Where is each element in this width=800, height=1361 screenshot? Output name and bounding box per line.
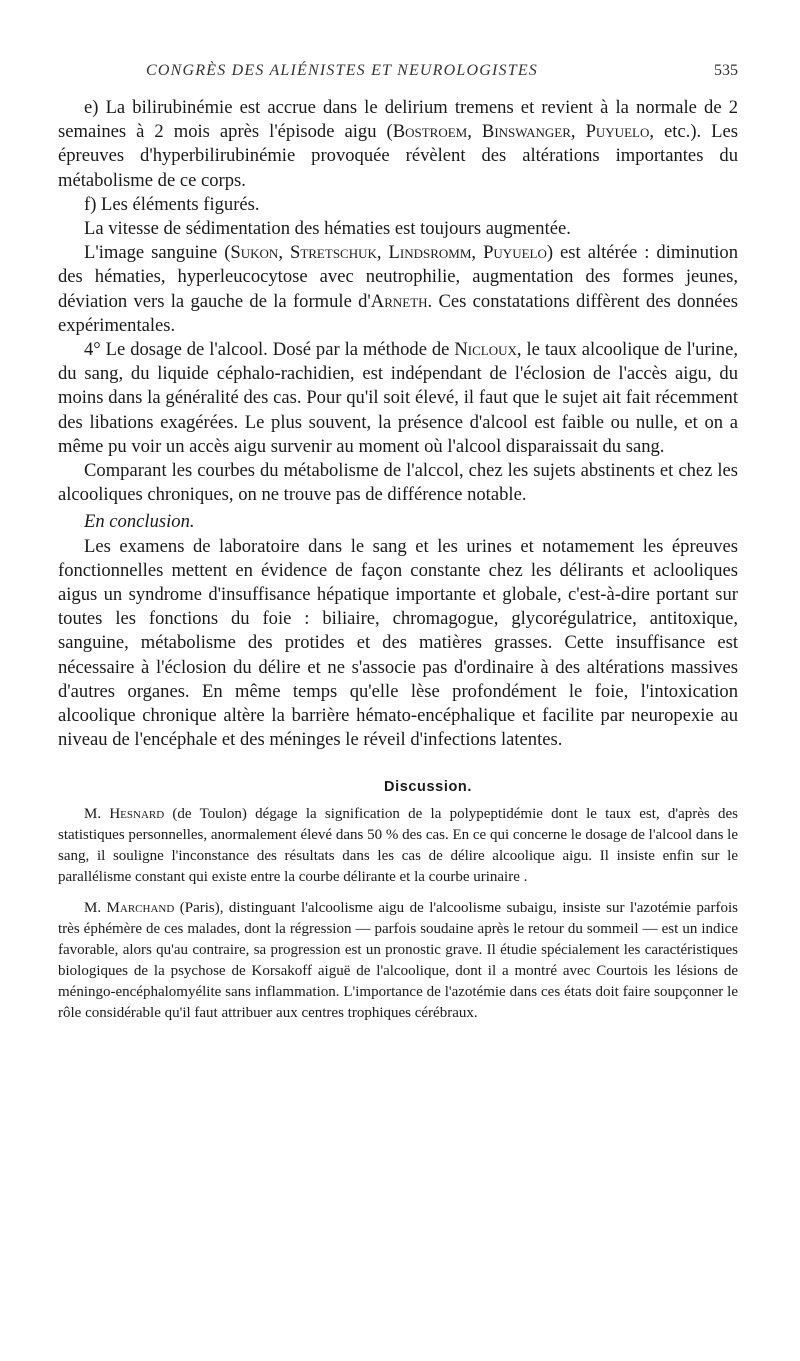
speaker-name: Hesnard — [109, 806, 165, 823]
text-run: . Ces constatations diffèrent des données expérimentales. — [58, 290, 739, 336]
running-title: CONGRÈS DES ALIÉNISTES ET NEUROLOGISTES — [146, 62, 539, 79]
text-run: , — [471, 242, 484, 264]
author-name: Puyuelo — [585, 121, 650, 143]
author-name: Stretschuk — [289, 242, 377, 264]
main-text — [58, 96, 738, 752]
text-run: , etc.). Les épreuves d'hyperbilirubinémie provoquée révèlent des altérations importantes du métabolisme de ce corps. — [58, 121, 739, 191]
speaker-name: Marchand — [106, 900, 175, 917]
text-run: L'image sanguine ( — [84, 242, 231, 264]
paragraph-conclusion: Les examens de laboratoire dans le sang et les urines et notamement les épreuves fonctionnelles mettent en évidence de façon constante chez les délirants et aclooliques aigus un syndrome d'insuffisance hépatique importante et globale, c'est-à-dire portant sur toutes les fonctions du foie : biliaire, chromagogue, glycorégulatrice, antitoxique, sanguine, métabolisme des protides et des matières grasses. Cette insuffisance est nécessaire à l'éclosion du délire et ne s'associe pas d'ordinaire à des altérations massives d'autres organes. En même temps qu'elle lèse profondément le foie, l'intoxication alcoolique chronique altère la barrière hémato-encéphalique et facilite par neuropexie au niveau de l'encéphale et des méninges le réveil d'infections latentes. — [58, 535, 738, 751]
paragraph-bilirubinemie — [58, 96, 738, 193]
discussion-section — [58, 804, 738, 1024]
paragraph-dosage-alcool — [58, 338, 738, 459]
discussion-heading: Discussion. — [384, 779, 472, 796]
running-header — [58, 60, 738, 90]
text-run: , — [376, 242, 389, 264]
discussion-paragraph-hesnard — [58, 804, 738, 888]
author-name: Lindsromm — [388, 242, 472, 264]
discussion-paragraph-marchand — [58, 898, 738, 1024]
author-name: Sukon — [230, 242, 279, 264]
author-name: Arneth — [370, 290, 428, 312]
conclusion-heading: En conclusion. — [84, 511, 195, 533]
text-run: ) est altérée : diminution des hématies, hyperleucocytose avec neutrophilie, augmentation des formes jeunes, déviation vers la gauche de la formule d' — [58, 242, 739, 312]
paragraph-sedimentation: La vitesse de sédimentation des hématies est toujours augmentée. — [84, 218, 571, 240]
paragraph-elements-figures: f) Les éléments figurés. — [84, 193, 260, 215]
page-number: 535 — [714, 62, 738, 79]
text-run: (de Toulon) dégage la signification de la polypeptidémie dont le taux est, d'après des statistiques personnelles, anormalement élevé dans 50 % des cas. En ce qui concerne le dosage de l'alcool dans le sang, il souligne l'inconstance des résultats dans les cas de délire alcoolique aigu. Il insiste enfin sur le parallélisme constant qui existe entre la courbe délirante et la courbe urinaire . — [58, 806, 738, 886]
text-run: 4° Le dosage de l'alcool. Dosé par la méthode de — [84, 339, 455, 361]
text-run: , — [278, 242, 290, 264]
author-name: Binswanger — [481, 121, 571, 143]
paragraph-image-sanguine — [58, 241, 738, 338]
text-run: , — [467, 121, 482, 143]
text-run: e) La bilirubinémie est accrue dans le delirium tremens et revient à la normale de 2 semaines à 2 mois après l'épisode aigu ( — [58, 97, 738, 143]
document-page — [58, 60, 738, 1024]
author-name: Bostroem — [392, 121, 468, 143]
text-run: M. — [84, 806, 110, 823]
author-name: Puyuelo — [483, 242, 547, 264]
author-name: Nicloux — [454, 339, 517, 361]
text-run: , le taux alcoolique de l'urine, du sang, du liquide céphalo-rachidien, est indépendant de l'éclosion de l'accès aigu, du moins dans la généralité des cas. Pour qu'il soit élevé, il faut que le sujet ait fait récemment des libations exagérées. Le plus souvent, la présence d'alcool est faible ou nulle, et on a même pu voir un accès aigu survenir au moment où l'alcool disparaissait du sang. — [58, 339, 738, 457]
text-run: , — [570, 121, 586, 143]
text-run: M. — [84, 900, 107, 917]
paragraph-courbes-metabolisme: Comparant les courbes du métabolisme de l'alccol, chez les sujets abstinents et chez les alcooliques chroniques, on ne trouve pas de différence notable. — [58, 460, 738, 506]
text-run: (Paris), distinguant l'alcoolisme aigu de l'alcoolisme subaigu, insiste sur l'azotémie parfois très éphémère de ces malades, dont la régression — parfois soudaine après le retour du sommeil — est un indice favorable, alors qu'au contraire, sa progression est un pronostic grave. Il étudie spécialement les caractéristiques biologiques de la psychose de Korsakoff aiguë de l'alcoolique, dont il a montré avec Courtois les lésions de méningo-encéphalomyélite sans inflammation. L'importance de l'azotémie dans ces états doit faire soupçonner le rôle considérable qu'il faut attribuer aux centres trophiques cérébraux. — [58, 900, 739, 1022]
